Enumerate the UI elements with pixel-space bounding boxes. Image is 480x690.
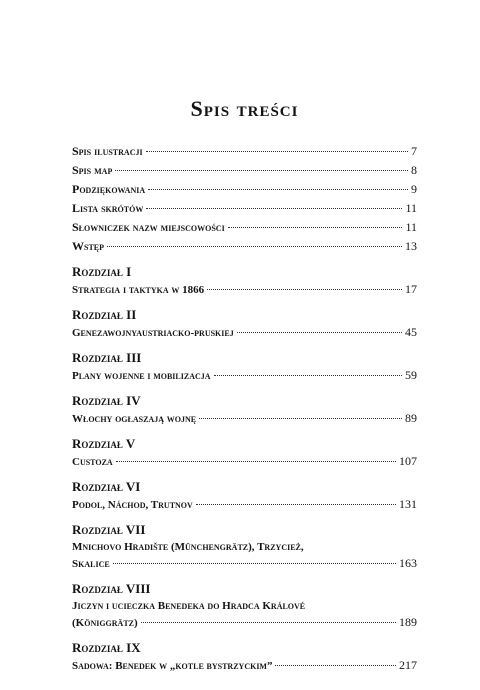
- chapter-label: Rozdział II: [72, 307, 137, 322]
- dot-leader: [207, 289, 402, 290]
- toc-page-number: 7: [411, 144, 417, 158]
- chapter-title-row: [72, 453, 417, 470]
- chapter-title-row: [72, 496, 417, 513]
- toc-entry-label: Lista skrótów: [72, 201, 144, 215]
- toc-page-number: 17: [405, 282, 417, 296]
- chapter-1[interactable]: [72, 263, 417, 298]
- toc-page-number: 59: [405, 368, 417, 382]
- chapter-label: Rozdział III: [72, 350, 142, 365]
- chapter-label: Rozdział VII: [72, 522, 146, 537]
- toc-page-number: 11: [405, 201, 417, 215]
- dot-leader: [141, 622, 396, 623]
- chapter-title: Strategia i taktyka w 1866: [72, 284, 205, 296]
- chapter-title: Podol, Náchod, Trutnov: [72, 499, 193, 511]
- chapter-title: Włochy ogłaszają wojnę: [72, 413, 197, 425]
- toc-entry-wstep[interactable]: [72, 237, 417, 255]
- table-of-contents: [72, 142, 417, 674]
- chapter-title-line: Jiczyn i ucieczka Benedeka do Hradca Králové: [72, 600, 306, 612]
- toc-page-number: 9: [411, 182, 417, 196]
- dot-leader: [199, 418, 402, 419]
- dot-leader: [196, 504, 396, 505]
- chapter-title-row: [72, 367, 417, 384]
- toc-page-number: 8: [411, 163, 417, 177]
- chapter-title: (Königgrätz): [72, 617, 138, 629]
- dot-leader: [113, 563, 396, 564]
- toc-entry-skroty[interactable]: [72, 199, 417, 217]
- toc-entry-podziekowania[interactable]: [72, 180, 417, 198]
- chapter-4[interactable]: [72, 392, 417, 427]
- chapter-label: Rozdział VI: [72, 479, 141, 494]
- chapter-2[interactable]: [72, 306, 417, 341]
- toc-page-number: 11: [405, 220, 417, 234]
- chapter-title: Custoza: [72, 456, 113, 468]
- chapter-title: Skalice: [72, 558, 110, 570]
- dot-leader: [146, 208, 402, 209]
- dot-leader: [116, 461, 396, 462]
- chapter-title-row: [72, 324, 417, 341]
- toc-page-number: 13: [405, 239, 417, 253]
- chapter-title-row: [72, 410, 417, 427]
- chapter-label: Rozdział V: [72, 436, 136, 451]
- toc-page-number: 163: [399, 556, 417, 570]
- toc-page-number: 131: [399, 497, 417, 511]
- toc-page-number: 217: [399, 658, 417, 672]
- chapter-3[interactable]: [72, 349, 417, 384]
- toc-page-number: 107: [399, 454, 417, 468]
- toc-page: [72, 0, 417, 690]
- toc-entry-ilustracje[interactable]: [72, 142, 417, 160]
- dot-leader: [146, 151, 408, 152]
- page-title: Spis treści: [190, 96, 299, 121]
- chapter-title-row: [72, 657, 417, 674]
- chapter-label: Rozdział IV: [72, 393, 141, 408]
- chapter-9[interactable]: [72, 639, 417, 674]
- chapter-label: Rozdział VIII: [72, 581, 151, 596]
- dot-leader: [115, 170, 408, 171]
- toc-page-number: 89: [405, 411, 417, 425]
- toc-entry-mapy[interactable]: [72, 161, 417, 179]
- chapter-title-row: [72, 555, 417, 572]
- toc-page-number: 189: [399, 615, 417, 629]
- chapter-title: Plany wojenne i mobilizacja: [72, 370, 211, 382]
- chapter-5[interactable]: [72, 435, 417, 470]
- chapter-label: Rozdział I: [72, 264, 132, 279]
- toc-entry-label: Podziękowania: [72, 182, 146, 196]
- chapter-6[interactable]: [72, 478, 417, 513]
- dot-leader: [214, 375, 402, 376]
- chapter-title-line: Mnichovo Hradište (Münchengrätz), Trzycież,: [72, 541, 304, 553]
- chapter-label: Rozdział IX: [72, 640, 141, 655]
- chapter-7[interactable]: [72, 521, 417, 572]
- dot-leader: [237, 332, 402, 333]
- toc-entry-label: Słowniczek nazw miejscowości: [72, 220, 225, 234]
- chapter-8[interactable]: [72, 580, 417, 631]
- chapter-title: Sadowa: Benedek w „kotle bystrzyckim”: [72, 660, 273, 672]
- toc-page-number: 45: [405, 325, 417, 339]
- dot-leader: [148, 189, 408, 190]
- dot-leader: [228, 227, 403, 228]
- dot-leader: [275, 665, 396, 666]
- toc-entry-label: Wstęp: [72, 239, 105, 253]
- dot-leader: [107, 246, 402, 247]
- chapter-title-row: [72, 614, 417, 631]
- toc-entry-label: Spis ilustracji: [72, 144, 143, 158]
- toc-entry-slowniczek[interactable]: [72, 218, 417, 236]
- toc-entry-label: Spis map: [72, 163, 113, 177]
- chapter-title-row: [72, 281, 417, 298]
- chapter-title: Genezawojnyaustriacko-pruskiej: [72, 327, 234, 339]
